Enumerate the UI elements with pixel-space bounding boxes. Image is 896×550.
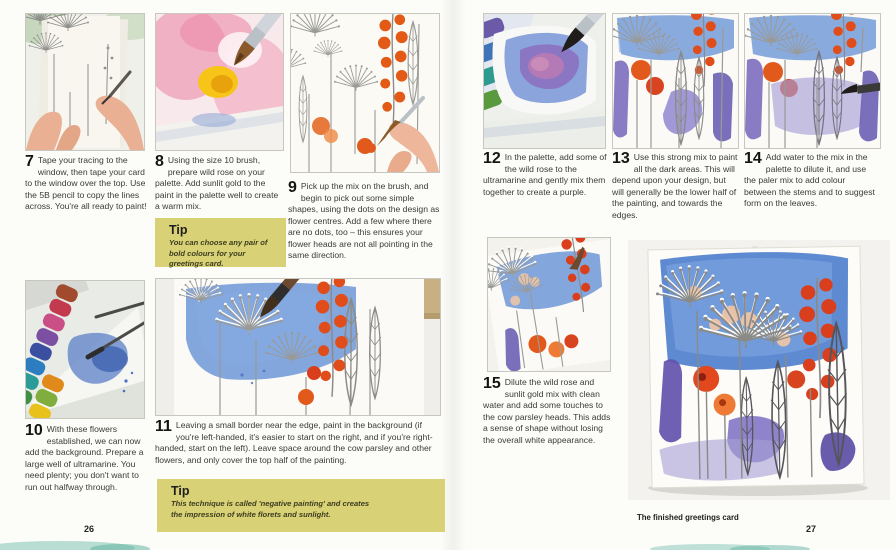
step-15 [483,377,614,446]
step-text: Leaving a small border near the edge, paint in the background (if you're left-handed, it's easier to start on the right, and if you're right-handed, start on the left). Leave space around the cow parsley and other flowers, and only cover the top half of the painting. [155,420,433,465]
step-10 [25,424,149,493]
step-text: In the palette, add some of the wild rose to the ultramarine and gently mix them together to create a purple. [483,152,607,197]
step-text: Dilute the wild rose and sunlit gold mix with clean water and add some touches to the cow parsley heads. This adds a sense of shape without losing the overall white appearance. [483,377,611,445]
step-number: 9 [288,179,297,196]
step-text: Add water to the mix in the palette to dilute it, and use the paler mix to add colour between the stems and to suggest form on the leaves. [744,152,875,209]
finished-card-photo [628,240,890,500]
step-8 [155,155,285,213]
tip-text: You can choose any pair of bold colours for your greetings card. [169,238,268,269]
step-number: 13 [612,150,630,167]
step-number: 10 [25,422,43,439]
step-number: 7 [25,153,34,170]
step-7 [25,155,147,213]
step-10-photo [25,280,145,419]
step-text: Use this strong mix to paint all the dark areas. This will depend upon your design, but will generally be the lower half of the painting, and towards the edges. [612,152,738,220]
tip-box-1 [155,218,286,267]
tip-title: Tip [169,223,188,237]
tip-text: This technique is called 'negative painting' and creates the impression of white florets and sunlight. [171,499,370,519]
watercolor-streak-right [650,541,810,550]
step-8-photo [155,13,284,151]
step-number: 15 [483,375,501,392]
page-number-right: 27 [806,524,817,534]
step-text: With these flowers established, we can now add the background. Prepare a large well of ultramarine. You need plenty; you don't want to run out halfway through. [25,424,144,492]
step-11-photo [155,278,441,416]
tip-title: Tip [171,484,190,498]
step-7-photo [25,13,145,151]
step-13-photo [612,13,739,149]
step-12 [483,152,607,198]
step-11 [155,420,442,466]
tip-box-2 [157,479,445,532]
page-gutter [440,0,466,550]
step-9 [288,181,440,262]
page-number-left: 26 [84,524,95,534]
step-number: 11 [155,418,172,435]
step-14 [744,152,880,210]
step-number: 8 [155,153,164,170]
step-text: Tape your tracing to the window, then tape your card to the window over the top. Use the 5B pencil to copy the lines across. You're all ready to paint! [25,155,147,212]
step-12-photo [483,13,606,149]
finished-card-caption: The finished greetings card [637,513,739,522]
step-text: Using the size 10 brush, prepare wild rose on your palette. Add sunlit gold to the paint in the palette well to create a warm mix. [155,155,279,212]
watercolor-streak-left [0,538,150,550]
step-13 [612,152,740,221]
step-text: Pick up the mix on the brush, and begin to pick out some simple shapes, using the dots on the design as flower centres. Add a few where there are no dots, too – this ensures your flower heads are not all pointing in the same direction. [288,181,440,261]
step-number: 12 [483,150,501,167]
step-9-photo [290,13,440,173]
step-15-photo [487,237,611,372]
step-number: 14 [744,150,762,167]
step-14-photo [744,13,881,149]
